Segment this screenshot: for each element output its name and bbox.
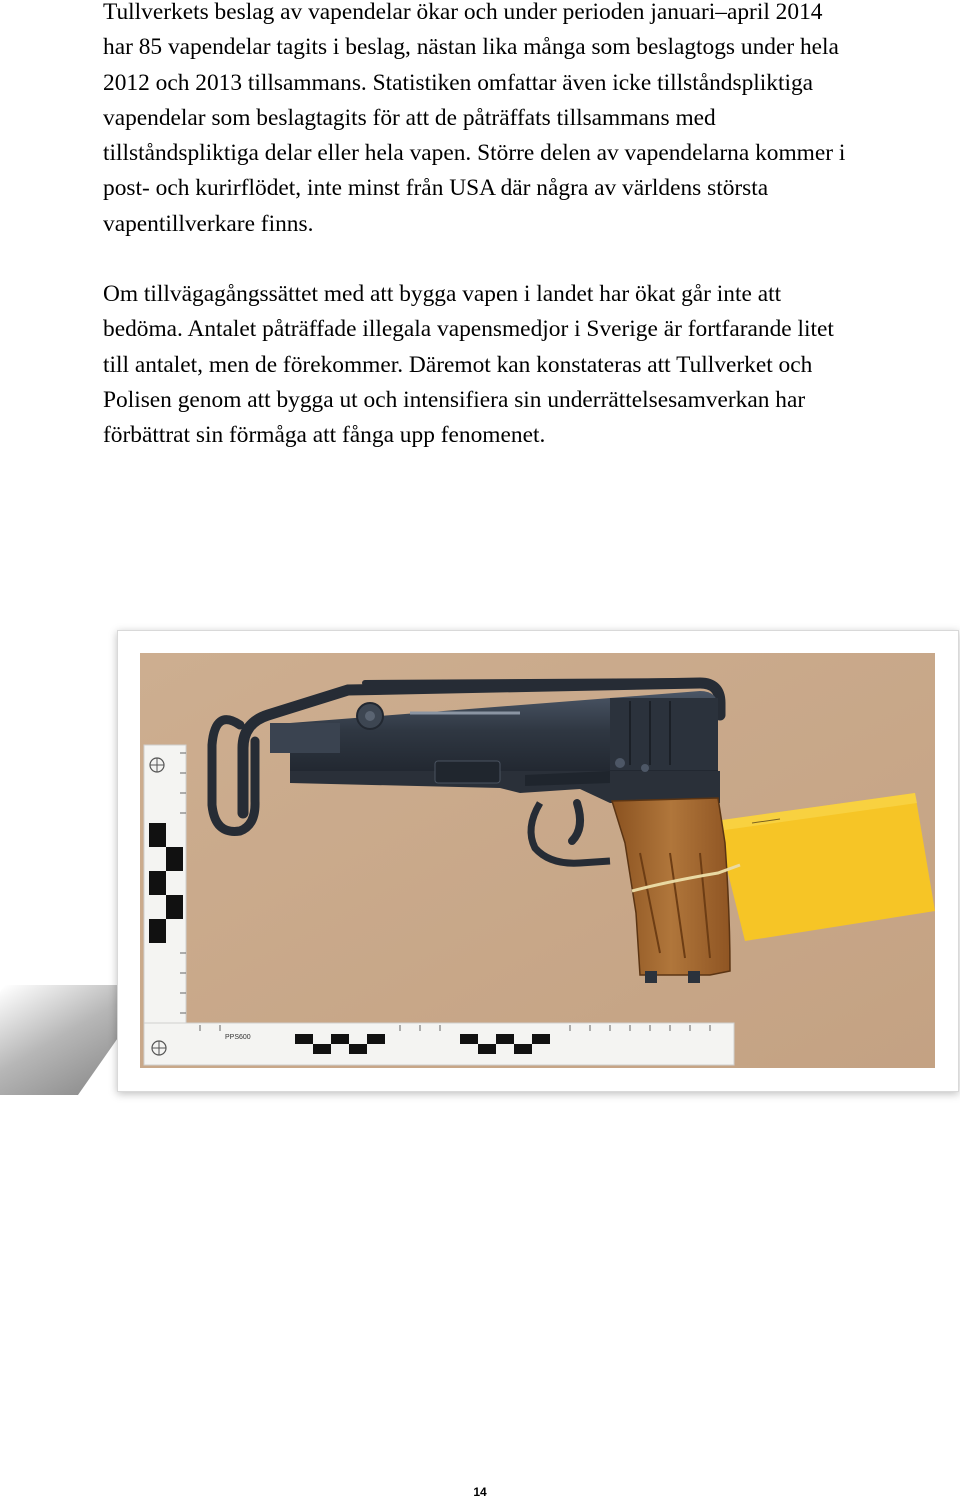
text-line: till antalet, men de förekommer. Däremot kan konstateras att Tullverket och (103, 351, 813, 378)
weapon-photo (140, 653, 935, 1068)
page-number: 14 (473, 1485, 487, 1499)
weapon-figure (0, 620, 960, 1120)
paragraph-2 (103, 277, 953, 453)
ruler-label: PPS600 (225, 1034, 251, 1041)
text-line: 2012 och 2013 tillsammans. Statistiken omfattar även icke tillståndspliktiga (103, 69, 814, 96)
paragraph-1 (103, 0, 953, 242)
horizontal-scale-ruler (144, 1023, 734, 1065)
text-line: Polisen genom att bygga ut och intensifiera sin underrättelsesamverkan har (103, 386, 806, 413)
text-line: vapentillverkare finns. (103, 210, 314, 237)
text-line: vapendelar som beslagtagits för att de påträffats tillsammans med (103, 104, 716, 131)
text-line: tillståndspliktiga delar eller hela vapen. Större delen av vapendelarna kommer i (103, 140, 846, 167)
vertical-scale-ruler (144, 745, 186, 1047)
text-line: post- och kurirflödet, inte minst från USA där några av världens största (103, 175, 769, 202)
text-line: Tullverkets beslag av vapendelar ökar och under perioden januari–april 2014 (103, 0, 823, 25)
text-line: har 85 vapendelar tagits i beslag, nästan lika många som beslagtogs under hela (103, 34, 839, 61)
text-line: bedöma. Antalet påträffade illegala vapensmedjor i Sverige är fortfarande litet (103, 316, 834, 343)
text-line: förbättrat sin förmåga att fånga upp fenomenet. (103, 422, 546, 449)
text-line: Om tillvägagångssättet med att bygga vapen i landet har ökat går inte att (103, 281, 782, 307)
